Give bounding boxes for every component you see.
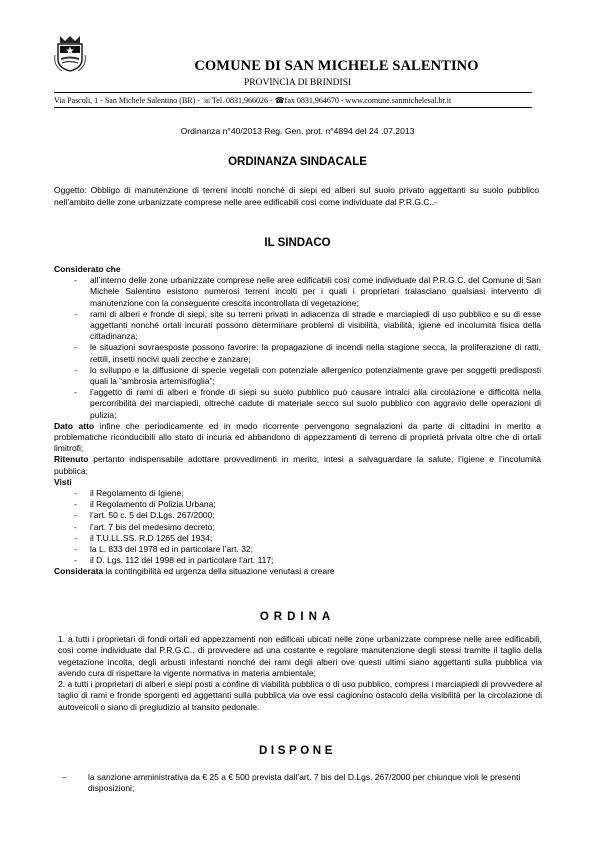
province-name: PROVINCIA DI BRINDISI: [244, 78, 352, 88]
list-item: - le situazioni sovraesposte possono favorire: la propagazione di incendi nella stagione secca, la proliferazione di ratti, rettili, insetti nocivi quali zecche e zanzare;: [66, 342, 541, 364]
deemed-paragraph: [54, 454, 541, 476]
list-item: - l’art. 50 c. 5 del D.Lgs. 267/2000;: [66, 510, 541, 521]
list-item: - l’art. 7 bis del medesimo decreto;: [66, 522, 541, 533]
noted-paragraph: [54, 421, 541, 455]
subject-paragraph: Oggetto: Obbligo di manutenzione di terreni incolti nonché di siepi ed alberi sul suolo privato aggettanti su suolo pubblico nell’ambito delle zone urbanizzate comprese nelle aree edificabili così come individuate dal P.R.G.C..-: [54, 185, 539, 207]
list-item: - il Regolamento di Igiene;: [66, 488, 541, 499]
considering-paragraph: [54, 566, 541, 577]
document-title: ORDINANZA SINDACALE: [228, 156, 367, 168]
deemed-label: Ritenuto: [54, 454, 89, 465]
contact-line: Via Pascoli, 1 - San Michele Salentino (BR) - ☏Tel. 0831,966026 - ☎fax 0831,964670 - www.comune.sanmichelesal.br.it: [54, 96, 452, 105]
list-item: - la L. 833 del 1978 ed in particolare l’art. 32;: [66, 544, 541, 555]
provisions-heading: DISPONE: [259, 745, 336, 757]
list-item: - l’aggetto di rami di alberi e fronde di siepi su suolo pubblico può causare intralci alla circolazione e difficoltà nella percorribilità dei marciapiedi, oltreché cadute di materiale secco sul suolo pubblico con aggravio delle operazioni di pulizia;: [66, 387, 541, 421]
order-point: 2. a tutti i proprietari di alberi e siepi posti a confine di viabilità pubblica o di uso pubblico, compresi i marciapiedi di provvedere al taglio di rami e fronde sporgenti ed aggettanti sulla pubblica via ove essi cagionino ostacolo della visibilità per la circolazione di autoveicoli o siano di pregiudizio al transito pedonale.: [58, 679, 542, 712]
list-item: - rami di alberi e fronde di siepi, site su terreni privati in adiacenza di strade e marciapiedi di uso pubblico e su di esse aggettanti nonché ortali incurati possono determinare problemi di visibilità, viabilità, igiene ed incolumità fisica della cittadinanza;: [66, 309, 541, 343]
header-divider-bottom: [54, 107, 532, 108]
considered-label: Considerato che: [54, 264, 121, 274]
list-item: - il Regolamento di Polizia Urbana;: [66, 499, 541, 510]
deemed-text: pertanto indispensabile adottare provvedimenti in merito, intesi a salvaguardare la salute, l’igiene e l’incolumità pubblica;: [54, 454, 541, 476]
ordinance-reference: Ordinanza n°40/2013 Reg. Gen. prot. n°4894 del 24 .07.2013: [180, 126, 415, 136]
orders-heading: ORDINA: [259, 611, 336, 623]
provisions-list: [62, 772, 540, 794]
header-divider-top: [54, 92, 532, 93]
list-item: - lo sviluppo e la diffusione di specie vegetali con potenziale allergenico potenzialmente grave per soggetti predisposti quali la “ambrosia artemisifoglia”;: [66, 365, 541, 387]
municipality-name: COMUNE DI SAN MICHELE SALENTINO: [194, 58, 479, 74]
noted-label: Dato atto: [54, 420, 95, 431]
seen-list: [54, 488, 541, 566]
considering-text: la contingibilità ed urgenza della situazione venutasi a creare: [103, 566, 335, 577]
orders-section: [58, 634, 542, 713]
mayor-heading: IL SINDACO: [264, 237, 331, 249]
list-item: – la sanzione amministrativa da € 25 a € 500 prevista dall’art. 7 bis del D.Lgs. 267/2000 per chiunque violi le presenti disposizioni;: [62, 772, 540, 794]
municipality-title: [0, 57, 595, 75]
recitals-section: [54, 264, 541, 578]
order-point: 1. a tutti i proprietari di fondi ortali ed appezzamenti non edificati ubicati nelle zone urbanizzate comprese nelle aree edificabili, così come individuate dal P.R.G.C., di provvedere ad una costante e regolare manutenzione degli stessi tramite il taglio della vegetazione incolta, degli arbusti infestanti nonché dei rami degli alberi ove questi ultimi siano aggettanti sulla pubblica via avendo cura di rispettare la vigente normativa in materia ambientale;: [58, 634, 542, 678]
seen-label: Visti: [54, 476, 72, 487]
list-item: - il T.U.LL.SS. R.D 1265 del 1934;: [66, 533, 541, 544]
list-item: - il D. Lgs. 112 del 1998 ed in particolare l’art. 117;: [66, 555, 541, 566]
noted-text: infine che periodicamente ed in modo ricorrente pervengono segnalazioni da parte di cittadini in merito a problematiche riconducibili allo stato di incuria ed abbandono di appezzamenti di terreno di proprietà privata oltre che di ortali limitrofi;: [54, 420, 541, 454]
considering-label: Considerata: [54, 566, 104, 577]
list-item: - all’interno delle zone urbanizzate comprese nelle aree edificabili così come individuate dal P.R.G.C. del Comune di San Michele Salentino esistono numerosi terreni incolti per i quali i proprietari tralasciano qualsiasi intervento di manutenzione con la conseguente crescita incontrollata di vegetazione;: [66, 275, 541, 309]
considered-list: [54, 275, 541, 421]
